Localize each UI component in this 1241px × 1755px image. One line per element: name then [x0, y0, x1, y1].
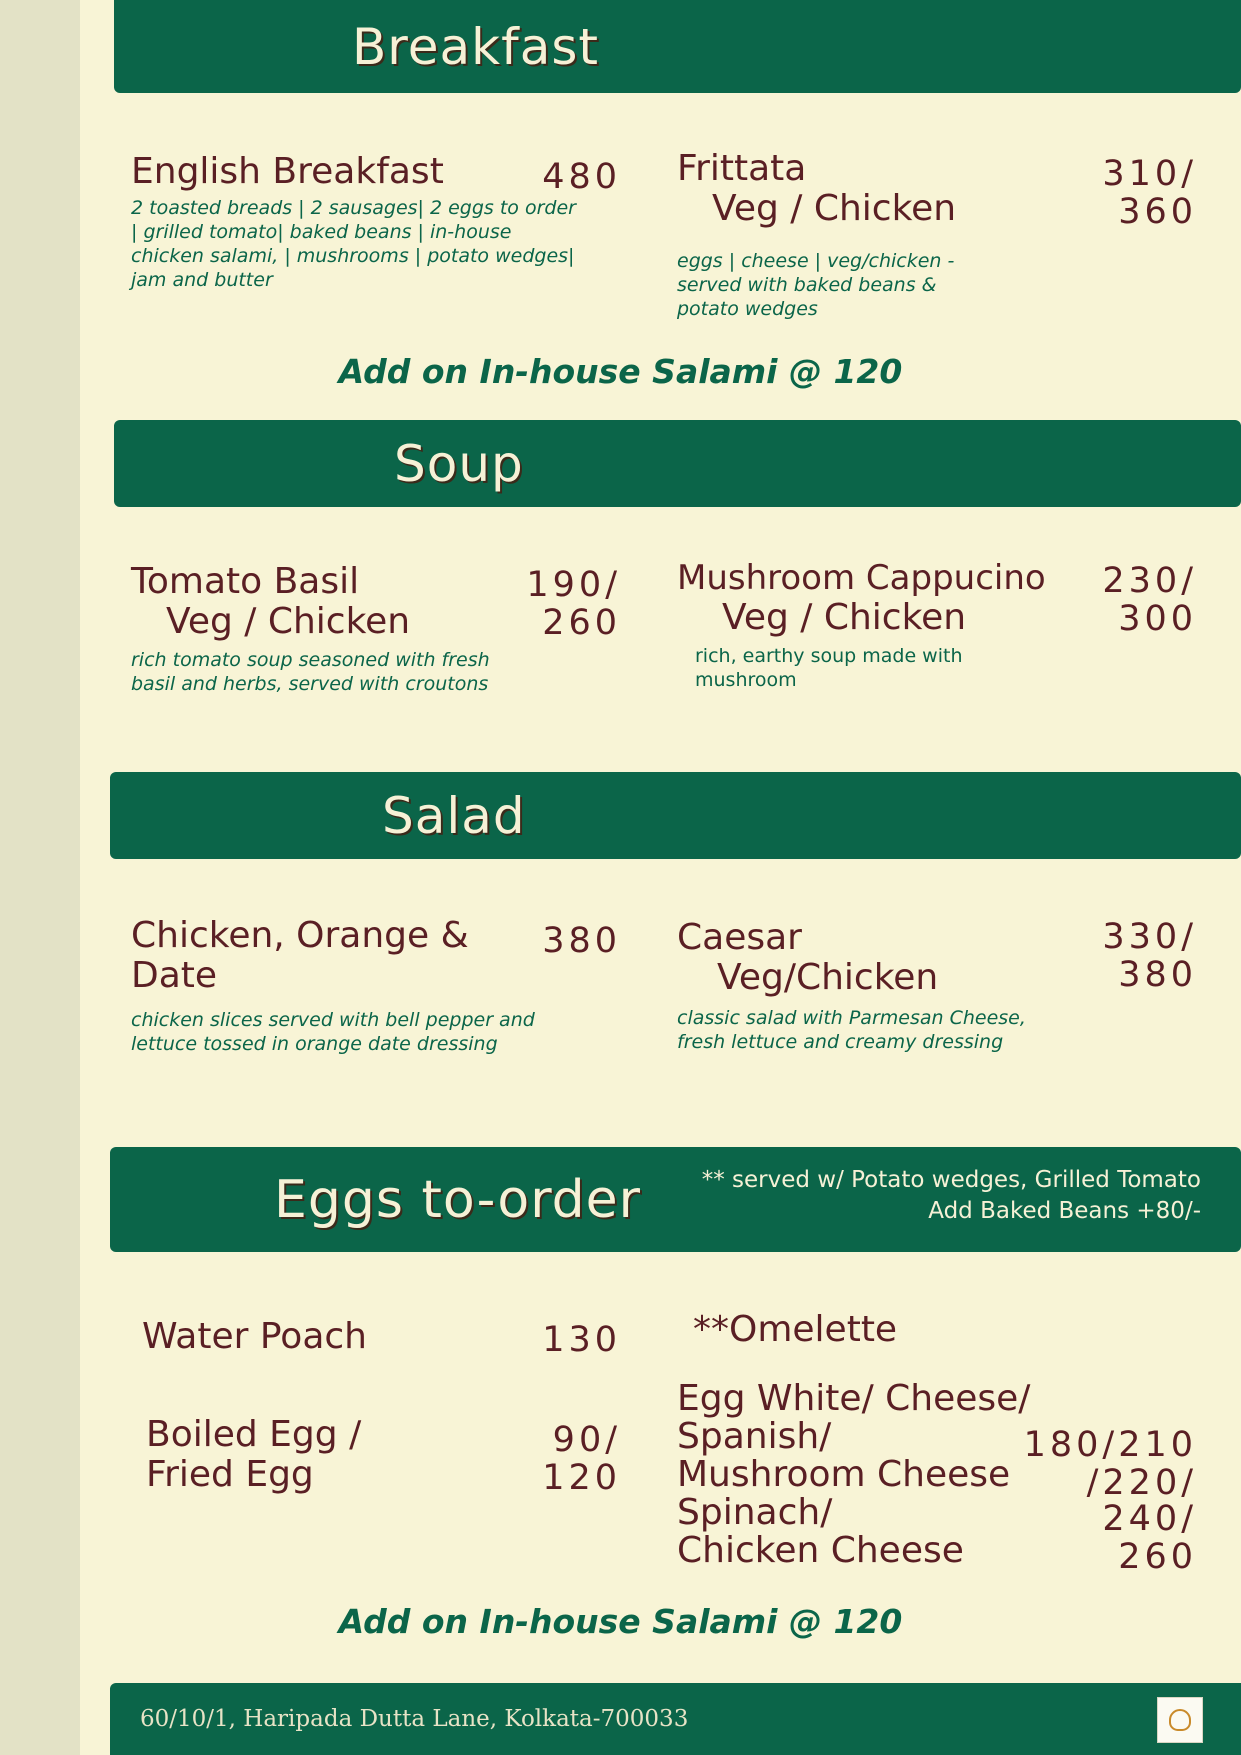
menu-item-english-breakfast [131, 152, 621, 292]
item-name: Frittata [677, 148, 807, 189]
omelette-option: Spanish/ [677, 1416, 832, 1457]
item-name-line1: Boiled Egg / [146, 1414, 362, 1455]
omelette-option: Mushroom Cheese [677, 1454, 1011, 1495]
item-description: classic salad with Parmesan Cheese, fresh lettuce and creamy dressing [677, 1007, 1026, 1053]
item-variant: Veg/Chicken [717, 957, 939, 998]
left-margin-strip [0, 0, 80, 1755]
item-price-chicken: 260 [542, 603, 621, 643]
omelette-price: 260 [1118, 1537, 1197, 1577]
item-description: eggs | cheese | veg/chicken - served with baked beans & potato wedges [677, 250, 955, 320]
salad-title: Salad [382, 786, 526, 845]
item-price-chicken: 300 [1118, 599, 1197, 639]
eggs-note-line1: ** served w/ Potato wedges, Grilled Tomato [701, 1167, 1201, 1193]
eggs-note-line2: Add Baked Beans +80/- [928, 1198, 1201, 1224]
soup-title: Soup [394, 434, 524, 493]
logo-mark-icon [1169, 1709, 1191, 1731]
item-price: 130 [542, 1320, 621, 1360]
item-price-chicken: 380 [1118, 955, 1197, 995]
item-name: Mushroom Cappucino [677, 558, 1046, 598]
item-name: English Breakfast [131, 151, 444, 192]
breakfast-title: Breakfast [352, 17, 600, 76]
omelette-title: **Omelette [693, 1309, 898, 1350]
menu-item-caesar [677, 918, 1197, 1054]
omelette-option: Egg White/ Cheese/ [677, 1378, 1031, 1419]
item-variant: Veg / Chicken [166, 601, 411, 642]
menu-item-chicken-orange-date [131, 916, 621, 1056]
item-price: 380 [542, 921, 621, 961]
menu-item-frittata [677, 149, 1197, 321]
menu-item-tomato-basil [131, 562, 621, 696]
item-name-line2: Fried Egg [146, 1454, 314, 1495]
salad-header [110, 772, 1241, 859]
breakfast-addon-note: Add on In-house Salami @ 120 [338, 352, 903, 391]
item-variant: Veg / Chicken [722, 597, 967, 638]
item-price-veg: 230/ [1102, 561, 1197, 601]
omelette-option: Chicken Cheese [677, 1530, 964, 1571]
menu-item-water-poach [142, 1316, 621, 1360]
eggs-served-note [702, 1165, 1201, 1227]
eggs-header [110, 1147, 1241, 1252]
cafe-logo-icon [1157, 1697, 1203, 1743]
item-price: 480 [542, 157, 621, 197]
menu-item-mushroom-cappucino [677, 558, 1197, 692]
item-name-line1: Chicken, Orange & [131, 915, 469, 956]
soup-header [114, 420, 1241, 507]
omelette-option: Spinach/ [677, 1492, 833, 1533]
menu-item-boiled-fried-egg [146, 1414, 621, 1498]
item-name: Water Poach [142, 1316, 367, 1357]
item-variant: Veg / Chicken [712, 188, 957, 229]
item-name: Tomato Basil [131, 561, 360, 602]
footer-address: 60/10/1, Haripada Dutta Lane, Kolkata-700033 [140, 1706, 689, 1732]
omelette-price: 180/210 [1023, 1425, 1197, 1465]
item-description: 2 toasted breads | 2 sausages| 2 eggs to order | grilled tomato| baked beans | in-house chicken salami, | mushrooms | potato wedges| jam and butter [131, 197, 576, 291]
item-price-veg: 330/ [1102, 917, 1197, 957]
breakfast-header [114, 0, 1241, 93]
omelette-price: /220/ [1086, 1463, 1197, 1503]
item-description: rich, earthy soup made with mushroom [695, 645, 963, 691]
item-price-veg: 310/ [1102, 154, 1197, 194]
item-price-boiled: 90/ [552, 1420, 621, 1460]
eggs-title: Eggs to-order [274, 1169, 642, 1230]
item-name-line2: Date [131, 955, 218, 996]
item-price-chicken: 360 [1118, 192, 1197, 232]
menu-item-omelette [677, 1310, 1197, 1580]
item-description: chicken slices served with bell pepper and lettuce tossed in orange date dressing [131, 1009, 535, 1055]
item-name: Caesar [677, 917, 802, 958]
item-price-veg: 190/ [526, 565, 621, 605]
eggs-addon-note: Add on In-house Salami @ 120 [338, 1602, 903, 1641]
footer [110, 1683, 1241, 1755]
omelette-price: 240/ [1102, 1499, 1197, 1539]
item-description: rich tomato soup seasoned with fresh basil and herbs, served with croutons [131, 649, 490, 695]
item-price-fried: 120 [542, 1458, 621, 1498]
